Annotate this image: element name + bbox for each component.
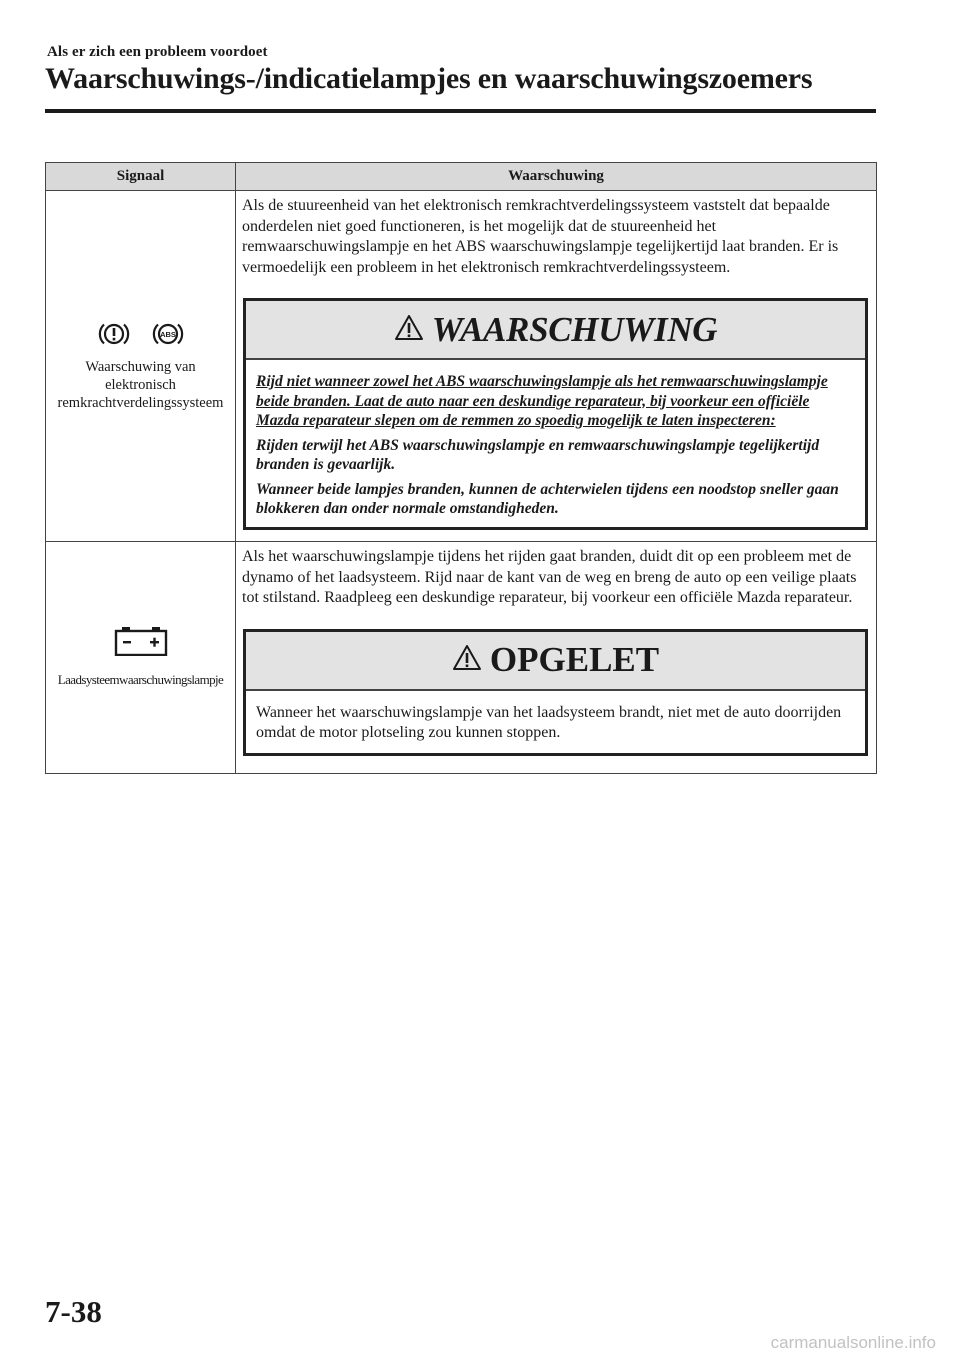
caution-box — [243, 629, 868, 756]
warning-box — [243, 298, 868, 530]
caution-box-text: Wanneer het waarschuwingslampje van het laadsysteem brandt, niet met de auto doorrijden omdat de motor plotseling zou kunnen stoppen. — [256, 703, 842, 741]
warning-box-line: Wanneer beide lampjes branden, kunnen de achterwielen tijdens een noodstop sneller gaan blokkeren dan onder normale omstandigheden. — [256, 480, 839, 517]
battery-icon — [114, 626, 168, 661]
table-row — [46, 542, 877, 774]
caution-box-header — [246, 632, 865, 691]
brake-warning-icon — [98, 321, 130, 352]
warning-text: Als het waarschuwingslampje tijdens het rijden gaat branden, duidt dit op een probleem met de dynamo of het laadsysteem. Rijd naar de kant van de weg en breng de auto op een veilige plaats tot stilstand. Raadpleeg een deskundige reparateur, bij voorkeur een officiële Mazda reparateur. — [242, 548, 857, 606]
page-title: Waarschuwings-/indicatielampjes en waarschuwingszoemers — [45, 62, 813, 95]
warning-text: Als de stuureenheid van het elektronisch remkrachtverdelingssysteem vaststelt dat bepaalde onderdelen niet goed functioneren, is het mogelijk dat de stuureenheid het remwaarschuwingslampje en het ABS waarschuwingslampje tegelijkertijd laat branden. Er is vermoedelijk een probleem in het elektronisch remkrachtverdelingssysteem. — [242, 197, 839, 276]
warning-cell — [236, 542, 877, 774]
page-number: 7-38 — [45, 1294, 102, 1329]
warning-box-line: Rijden terwijl het ABS waarschuwingslampje en remwaarschuwingslampje tegelijkertijd branden is gevaarlijk. — [256, 436, 820, 473]
signal-cell — [46, 542, 236, 774]
table-header-row — [46, 163, 877, 191]
warning-cell — [236, 191, 877, 542]
col-header-signal: Signaal — [46, 163, 236, 191]
signal-cell — [46, 191, 236, 542]
watermark: carmanualsonline.info — [770, 1333, 936, 1352]
signal-caption: Laadsysteemwaarschuwingslampje — [57, 672, 224, 687]
caution-box-title: OPGELET — [489, 640, 660, 679]
abs-warning-icon — [152, 321, 184, 352]
abs-icon-text: ABS — [159, 329, 176, 339]
warning-table — [45, 162, 877, 774]
warning-box-title: WAARSCHUWING — [431, 309, 718, 349]
section-kicker: Als er zich een probleem voordoet — [47, 44, 268, 60]
title-rule — [45, 109, 876, 113]
warning-triangle-icon — [452, 644, 482, 676]
warning-box-line: Rijd niet wanneer zowel het ABS waarschuwingslampje als het remwaarschuwingslampje beide branden. Laat de auto naar een deskundige reparateur, bij voorkeur een officiële Mazda reparateur slepen om de remmen zo spoedig mogelijk te laten inspecteren: — [256, 373, 828, 429]
table-row — [46, 191, 877, 542]
signal-caption: Waarschuwing van elektronisch remkrachtverdelingssysteem — [57, 358, 224, 411]
warning-box-header — [246, 301, 865, 360]
warning-triangle-icon — [394, 314, 424, 346]
col-header-warning: Waarschuwing — [236, 163, 877, 191]
